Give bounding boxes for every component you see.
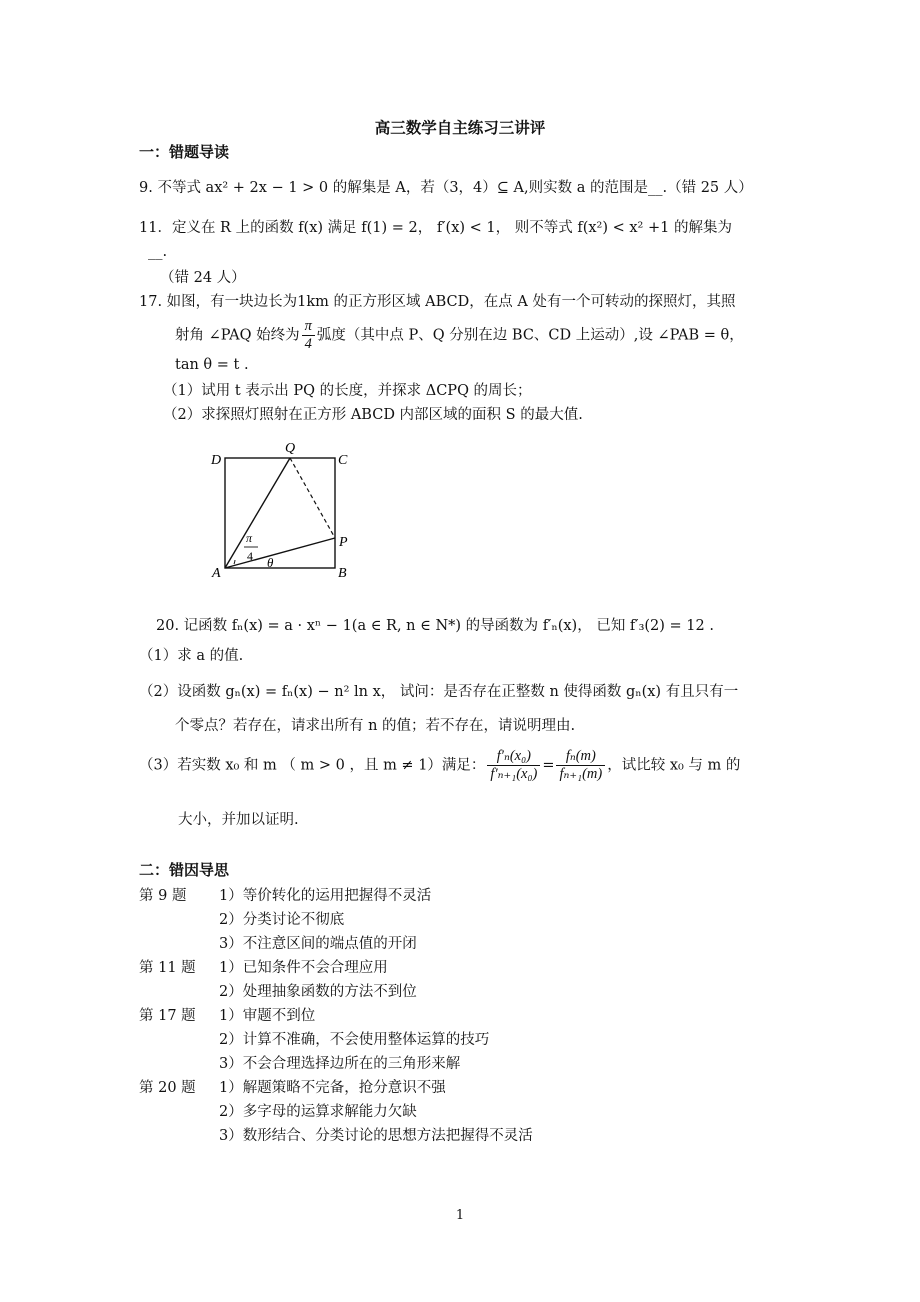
question-17-part1: （1）试用 t 表示出 PQ 的长度，并探求 ΔCPQ 的周长； <box>163 383 532 399</box>
question-9: 9. 不等式 ax² + 2x − 1 > 0 的解集是 A，若（3，4）⊆ A,则实数 a 的范围是__.（错 25 人） <box>139 180 753 196</box>
analysis-q9-item1: 1）等价转化的运用把握得不灵活 <box>219 888 432 904</box>
angle-arc <box>234 560 235 564</box>
label-p: P <box>339 535 348 550</box>
label-q: Q <box>285 441 296 456</box>
question-20-part3-pre: （3）若实数 x₀ 和 m （ m > 0 ，且 m ≠ 1）满足： <box>139 757 486 774</box>
analysis-q11-item1: 1）已知条件不会合理应用 <box>219 960 388 976</box>
analysis-q20-item3: 3）数形结合、分类讨论的思想方法把握得不灵活 <box>219 1128 533 1144</box>
analysis-label-q17: 第 17 题 <box>139 1008 196 1024</box>
section-heading-causes: 二：错因导思 <box>139 861 230 879</box>
question-17-line1: 17. 如图，有一块边长为1km 的正方形区域 ABCD，在点 A 处有一个可转动的探照灯，其照 <box>139 294 736 310</box>
question-20-line1: 20. 记函数 fₙ(x) = a · xⁿ − 1(a ∈ R, n ∈ N*) 的导函数为 f′ₙ(x)， 已知 f′₃(2) = 12 . <box>156 618 714 634</box>
line-aq <box>225 458 290 568</box>
label-a: A <box>212 566 221 581</box>
label-theta: θ <box>267 555 274 570</box>
line-pq-dashed <box>290 458 335 538</box>
analysis-label-q11: 第 11 题 <box>139 960 196 976</box>
line-ap <box>225 538 335 568</box>
analysis-q9-item2: 2）分类讨论不彻底 <box>219 912 345 928</box>
question-17-line2-post: 弧度（其中点 P、Q 分别在边 BC、CD 上运动）,设 ∠PAB = θ， <box>316 327 744 344</box>
label-four: 4 <box>247 549 253 563</box>
analysis-q11-item2: 2）处理抽象函数的方法不到位 <box>219 984 417 1000</box>
analysis-q20-item1: 1）解题策略不完备，抢分意识不强 <box>219 1080 446 1096</box>
analysis-q20-item2: 2）多字母的运算求解能力欠缺 <box>219 1104 417 1120</box>
label-pi: π <box>246 531 253 545</box>
question-20-part2-line2: 个零点？若存在，请求出所有 n 的值；若不存在，请说明理由. <box>175 718 576 734</box>
analysis-label-q20: 第 20 题 <box>139 1080 196 1096</box>
question-17-line2 <box>175 318 744 353</box>
fraction-pi-over-4: $\frac{\pi}{4}$ <box>302 318 315 353</box>
analysis-label-q9: 第 9 题 <box>139 888 187 904</box>
question-20-part3 <box>139 748 740 783</box>
analysis-q17-item2: 2）计算不准确，不会使用整体运算的技巧 <box>219 1032 490 1048</box>
label-b: B <box>338 566 347 581</box>
question-17-line2-pre: 射角 ∠PAQ 始终为 <box>175 327 300 344</box>
question-17-part2: （2）求探照灯照射在正方形 ABCD 内部区域的面积 S 的最大值. <box>163 407 583 423</box>
analysis-q17-item1: 1）审题不到位 <box>219 1008 316 1024</box>
question-17-line3: tan θ = t . <box>175 357 249 373</box>
analysis-q9-item3: 3）不注意区间的端点值的开闭 <box>219 936 417 952</box>
fraction-right: $\frac{\text{fₙ(m)}}{\text{fₙ₊₁(m)}}$ <box>556 748 605 783</box>
question-11-errors: （错 24 人） <box>160 270 246 286</box>
question-20-part3-post: ，试比较 x₀ 与 m 的 <box>607 757 741 774</box>
question-20-part3-line2: 大小，并加以证明. <box>178 812 299 828</box>
question-20-part1: （1）求 a 的值. <box>139 648 244 664</box>
label-d: D <box>211 453 222 468</box>
question-11-line1: 11．定义在 R 上的函数 f(x) 满足 f(1) = 2， f′(x) < 1， 则不等式 f(x²) < x² +1 的解集为 <box>139 220 732 236</box>
fraction-left: $\frac{\text{f′ₙ(x₀)}}{\text{f′ₙ₊₁(x₀)}}$ <box>487 748 540 783</box>
equals-sign: = <box>542 757 555 774</box>
page-title: 高三数学自主练习三讲评 <box>374 118 546 137</box>
square-figure <box>200 436 360 586</box>
analysis-q17-item3: 3）不会合理选择边所在的三角形来解 <box>219 1056 461 1072</box>
page-number: 1 <box>455 1208 465 1223</box>
label-c: C <box>338 453 348 468</box>
section-heading-errors: 一：错题导读 <box>139 143 230 161</box>
question-20-part2-line1: （2）设函数 gₙ(x) = fₙ(x) − n² ln x， 试问：是否存在正整数 n 使得函数 gₙ(x) 有且只有一 <box>139 684 739 700</box>
question-11-line2: __. <box>148 244 168 260</box>
